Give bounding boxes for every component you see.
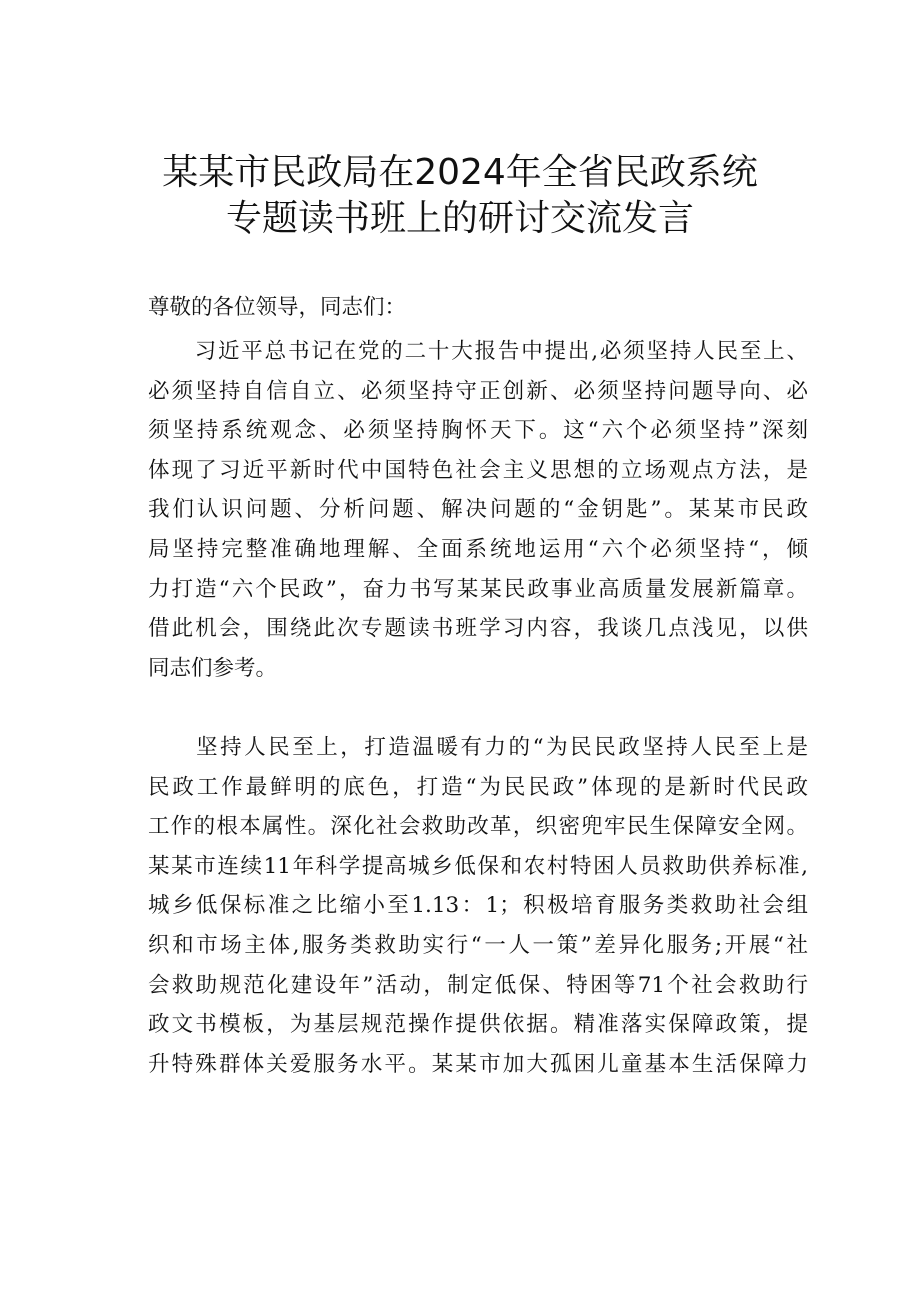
- paragraph-line: 借此机会，围绕此次专题读书班学习内容，我谈几点浅见，以供: [148, 616, 808, 642]
- paragraph-line: 城乡低保标准之比缩小至1.13：1；积极培育服务类救助社会组: [148, 893, 808, 919]
- paragraph-line: 体现了习近平新时代中国特色社会主义思想的立场观点方法，是: [148, 457, 808, 483]
- paragraph-line: 我们认识问题、分析问题、解决问题的“金钥匙”。某某市民政: [148, 497, 808, 523]
- paragraph-line: 必须坚持自信自立、必须坚持守正创新、必须坚持问题导向、必: [148, 378, 808, 404]
- paragraph-line: 民政工作最鲜明的底色，打造“为民民政”体现的是新时代民政: [148, 774, 808, 800]
- paragraph-line: 同志们参考。: [148, 655, 278, 681]
- paragraph-line: 工作的根本属性。深化社会救助改革，织密兜牢民生保障安全网。: [148, 814, 808, 840]
- paragraph-line: 升特殊群体关爱服务水平。某某市加大孤困儿童基本生活保障力: [148, 1051, 808, 1077]
- paragraph-line: 力打造“六个民政”，奋力书写某某民政事业高质量发展新篇章。: [148, 576, 808, 602]
- paragraph-line: 坚持人民至上，打造温暖有力的“为民民政坚持人民至上是: [148, 735, 808, 760]
- paragraph-line: 织和市场主体,服务类救助实行“一人一策”差异化服务;开展“社: [148, 932, 808, 958]
- title-line-2: 专题读书班上的研讨交流发言: [225, 198, 694, 239]
- paragraph-line: 政文书模板，为基层规范操作提供依据。精准落实保障政策，提: [148, 1012, 808, 1038]
- paragraph-1: [148, 332, 808, 688]
- paragraph-line: 须坚持系统观念、必须坚持胸怀天下。这“六个必须坚持”深刻: [148, 418, 808, 444]
- paragraph-2: [148, 728, 808, 1084]
- paragraph-line: 局坚持完整准确地理解、全面系统地运用“六个必须坚持“，倾: [148, 536, 808, 562]
- paragraph-line: 习近平总书记在党的二十大报告中提出,必须坚持人民至上、: [148, 339, 808, 364]
- paragraph-line: 某某市连续11年科学提高城乡低保和农村特困人员救助供养标准,: [148, 853, 808, 879]
- paragraph-line: 会救助规范化建设年”活动，制定低保、特困等71个社会救助行: [148, 972, 808, 998]
- salutation: 尊敬的各位领导，同志们：: [148, 295, 407, 320]
- title-line-1: 某某市民政局在2024年全省民政系统: [162, 152, 758, 193]
- document-title: [100, 150, 820, 242]
